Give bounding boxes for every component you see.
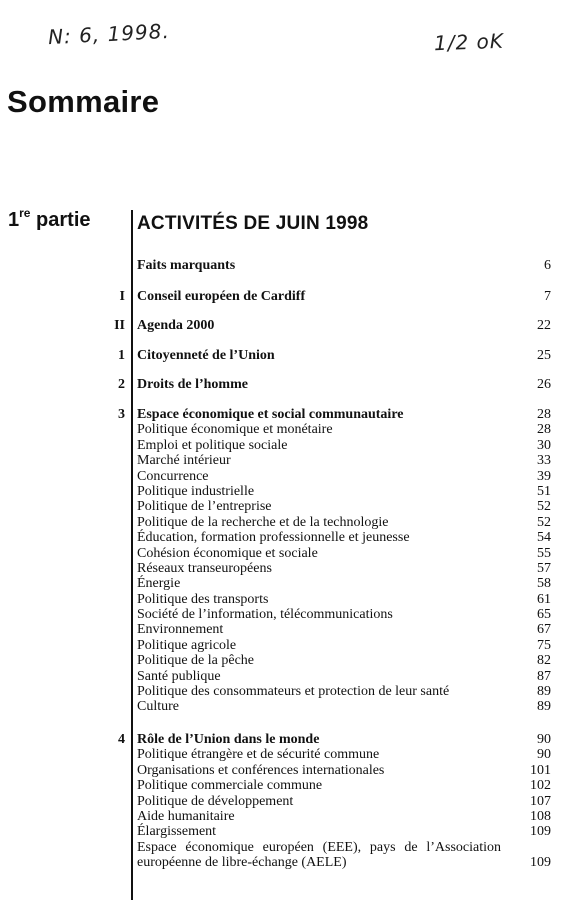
toc-page-number: 82 bbox=[537, 653, 551, 669]
toc-page-number: 65 bbox=[537, 607, 551, 623]
toc-section-droits-homme bbox=[0, 377, 577, 392]
toc-entry bbox=[0, 318, 577, 333]
toc-page-number: 51 bbox=[537, 483, 551, 499]
toc-subentry-title: Organisations et conférences internationales bbox=[137, 762, 385, 778]
toc-page-number: 102 bbox=[530, 778, 551, 794]
toc-section-number: 3 bbox=[118, 407, 125, 422]
toc-entry bbox=[0, 348, 577, 363]
toc-page-number: 67 bbox=[537, 622, 551, 638]
toc-section-number: I bbox=[119, 289, 125, 304]
toc-entry bbox=[0, 732, 577, 747]
toc-subentry bbox=[0, 561, 577, 576]
toc-subentry-title: Marché intérieur bbox=[137, 453, 231, 469]
toc-subentry bbox=[0, 515, 577, 530]
toc-page-number: 52 bbox=[537, 499, 551, 515]
toc-subentry bbox=[0, 422, 577, 437]
toc-entry bbox=[0, 377, 577, 392]
toc-page-number: 28 bbox=[537, 422, 551, 438]
toc-subentry-wrapped bbox=[0, 855, 577, 870]
toc-section-number: 2 bbox=[118, 377, 125, 392]
toc-subentry-title: Éducation, formation professionnelle et jeunesse bbox=[137, 530, 410, 546]
toc-subentry-title-line2: européenne de libre-échange (AELE) bbox=[137, 855, 347, 871]
toc-subentry-title: Politique des consommateurs et protection de leur santé bbox=[137, 684, 450, 700]
toc-subentry bbox=[0, 763, 577, 778]
part-heading: ACTIVITÉS DE JUIN 1998 bbox=[137, 213, 369, 234]
toc-entry bbox=[0, 289, 577, 304]
toc-subentry-title: Politique de la recherche et de la technologie bbox=[137, 514, 389, 530]
toc-subentry bbox=[0, 824, 577, 839]
toc-subentry bbox=[0, 638, 577, 653]
toc-subentry-title: Politique agricole bbox=[137, 637, 237, 653]
toc-subentry bbox=[0, 622, 577, 637]
toc-subentry bbox=[0, 653, 577, 668]
toc-subentry-title: Énergie bbox=[137, 576, 181, 592]
toc-page-number: 33 bbox=[537, 453, 551, 469]
toc-page-number: 6 bbox=[544, 258, 551, 273]
toc-subentry-title: Politique des transports bbox=[137, 591, 269, 607]
toc-section-title: Faits marquants bbox=[137, 258, 236, 273]
toc-page-number: 25 bbox=[537, 348, 551, 363]
toc-section-citoyennete bbox=[0, 348, 577, 363]
toc-subentry-title: Politique de l’entreprise bbox=[137, 499, 272, 515]
toc-page-number: 109 bbox=[530, 824, 551, 840]
toc-subentry bbox=[0, 499, 577, 514]
toc-subentry-title: Concurrence bbox=[137, 468, 209, 484]
part-number: 1 bbox=[8, 209, 20, 231]
toc-section-title: Espace économique et social communautaire bbox=[137, 407, 404, 422]
toc-subentry-title: Politique commerciale commune bbox=[137, 778, 323, 794]
toc-page-number: 28 bbox=[537, 407, 551, 422]
toc-page-number: 55 bbox=[537, 545, 551, 561]
toc-page-number: 26 bbox=[537, 377, 551, 392]
toc-subentry bbox=[0, 809, 577, 824]
toc-page-number: 90 bbox=[537, 747, 551, 763]
toc-page-number: 90 bbox=[537, 732, 551, 747]
toc-entry bbox=[0, 407, 577, 422]
toc-subentry bbox=[0, 546, 577, 561]
part-word: partie bbox=[36, 209, 91, 231]
toc-subentry-title: Cohésion économique et sociale bbox=[137, 545, 318, 561]
toc-section-title: Rôle de l’Union dans le monde bbox=[137, 732, 320, 747]
toc-entry bbox=[0, 258, 577, 273]
handwritten-note-right: 1/2 oK bbox=[433, 28, 505, 56]
part-number-suffix: re bbox=[19, 206, 31, 220]
toc-subentry-title: Politique économique et monétaire bbox=[137, 422, 333, 438]
toc-subentry bbox=[0, 469, 577, 484]
toc-page-number: 39 bbox=[537, 468, 551, 484]
toc-page-number: 109 bbox=[530, 855, 551, 871]
toc-subentry-title: Réseaux transeuropéens bbox=[137, 560, 272, 576]
toc-subentry-title: Politique industrielle bbox=[137, 483, 255, 499]
toc-subentry-title: Environnement bbox=[137, 622, 224, 638]
toc-subentry-title: Emploi et politique sociale bbox=[137, 437, 288, 453]
toc-subentry bbox=[0, 699, 577, 714]
toc-section-title: Agenda 2000 bbox=[137, 318, 215, 333]
toc-page-number: 57 bbox=[537, 560, 551, 576]
toc-section-title: Droits de l’homme bbox=[137, 377, 248, 392]
toc-section-role-monde bbox=[0, 732, 577, 871]
part-label bbox=[8, 206, 91, 232]
toc-page-number: 87 bbox=[537, 668, 551, 684]
toc-page-number: 7 bbox=[544, 289, 551, 304]
toc-page-number: 22 bbox=[537, 318, 551, 333]
toc-page-number: 52 bbox=[537, 514, 551, 530]
toc-page-number: 54 bbox=[537, 530, 551, 546]
toc-subentry bbox=[0, 576, 577, 591]
toc-section-espace-economique bbox=[0, 407, 577, 715]
toc-subentry bbox=[0, 684, 577, 699]
toc-section-cardiff bbox=[0, 289, 577, 304]
handwritten-note-left: N: 6, 1998. bbox=[47, 18, 171, 50]
toc-subentry-title: Culture bbox=[137, 699, 179, 715]
toc-section-title: Citoyenneté de l’Union bbox=[137, 348, 275, 363]
toc-page-number: 58 bbox=[537, 576, 551, 592]
toc-page-number: 89 bbox=[537, 684, 551, 700]
toc-subentry-title: Société de l’information, télécommunications bbox=[137, 607, 393, 623]
toc-subentry bbox=[0, 607, 577, 622]
toc-subentry-title: Politique étrangère et de sécurité commune bbox=[137, 747, 380, 763]
toc-section-number: 1 bbox=[118, 348, 125, 363]
toc-subentry bbox=[0, 530, 577, 545]
toc-subentry-title: Santé publique bbox=[137, 668, 221, 684]
toc-section-number: II bbox=[114, 318, 125, 333]
toc-subentry-title: Politique de développement bbox=[137, 793, 294, 809]
toc-subentry bbox=[0, 778, 577, 793]
toc-section-agenda-2000 bbox=[0, 318, 577, 333]
toc-page-number: 30 bbox=[537, 437, 551, 453]
toc-subentry bbox=[0, 592, 577, 607]
toc-section-title: Conseil européen de Cardiff bbox=[137, 289, 306, 304]
toc-subentry-title: Élargissement bbox=[137, 824, 217, 840]
toc-subentry bbox=[0, 453, 577, 468]
toc-page-number: 61 bbox=[537, 591, 551, 607]
toc-subentry bbox=[0, 669, 577, 684]
page-title: Sommaire bbox=[7, 84, 160, 119]
toc-page-number: 89 bbox=[537, 699, 551, 715]
toc-page-number: 108 bbox=[530, 808, 551, 824]
toc-section-faits-marquants bbox=[0, 258, 577, 273]
toc-page-number: 75 bbox=[537, 637, 551, 653]
toc-subentry-title: Aide humanitaire bbox=[137, 808, 235, 824]
toc-page-number: 101 bbox=[530, 762, 551, 778]
toc-subentry-wrapped bbox=[0, 840, 577, 855]
toc-subentry bbox=[0, 438, 577, 453]
toc-subentry-title-line1: Espace économique européen (EEE), pays de l’Association bbox=[137, 839, 501, 855]
toc-subentry bbox=[0, 747, 577, 762]
toc-section-number: 4 bbox=[118, 732, 125, 747]
toc-subentry bbox=[0, 484, 577, 499]
toc-subentry-title: Politique de la pêche bbox=[137, 653, 255, 669]
toc-page-number: 107 bbox=[530, 793, 551, 809]
toc-subentry bbox=[0, 794, 577, 809]
